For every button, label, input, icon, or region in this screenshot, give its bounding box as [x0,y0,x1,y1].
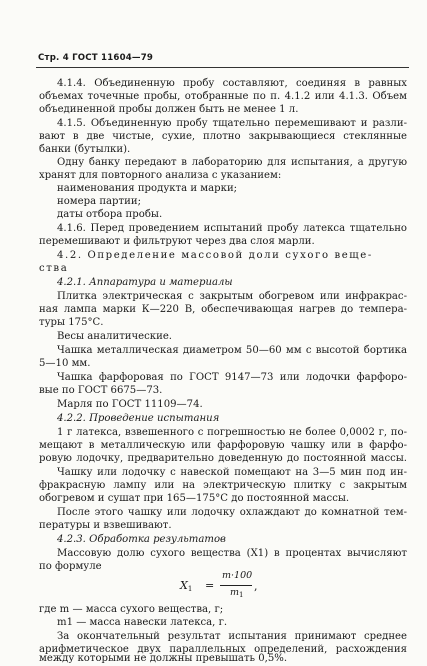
paragraph-line: 1 г латекса, взвешенного с погрешностью не более 0,0002 г, по- [57,427,407,438]
subsection-heading: 4.2.2. Проведение испытания [57,413,220,424]
formula-comma: , [254,580,258,593]
paragraph-line: Массовую долю сухого вещества (X1) в процентах вычисляют [57,548,407,559]
paragraph-line: За окончательный результат испытания принимают среднее [57,631,407,642]
paragraph-line: 5—10 мм. [39,358,91,369]
paragraph-line: Весы аналитические. [57,331,173,342]
list-item: номера партии; [57,196,141,207]
paragraph-line: Чашку или лодочку с навеской помещают на 3—5 мин под ин- [57,467,407,478]
paragraph-line: перемешивают и фильтруют через два слоя марли. [39,236,315,247]
paragraph-line: вые по ГОСТ 6675—73. [39,385,163,396]
paragraph-line: 4.1.5. Объединенную пробу тщательно перемешивают и разли- [57,118,407,129]
paragraph-line: ная лампа марки К—220 В, обеспечивающая нагрев до темпера- [39,304,407,315]
paragraph-line: 4.1.4. Объединенную пробу составляют, соединяя в равных [57,78,407,89]
paragraph-line: Марля по ГОСТ 11109—74. [57,399,203,410]
subsection-heading: 4.2.1. Аппаратура и материалы [57,277,233,288]
paragraph-line: туры 175°С. [39,317,104,328]
paragraph-line: После этого чашку или лодочку охлаждают до комнатной тем- [57,507,407,518]
page-header [38,53,153,63]
paragraph-line: по формуле [39,561,102,572]
subsection-heading: 4.2.3. Обработка результатов [57,534,226,545]
paragraph-line: фракрасную лампу или на электрическую плитку с закрытым [39,480,407,491]
paragraph-line: объединенной пробы должен быть не менее 1 л. [39,104,299,115]
paragraph-line: между которыми не должны превышать 0,5%. [39,653,288,664]
page-number: Стр. 4 [38,53,69,63]
paragraph-line: Одну банку передают в лабораторию для испытания, а другую [57,157,407,168]
header-rule [36,67,409,68]
paragraph-line: объемах точечные пробы, отобранные по п. 4.1.2 или 4.1.3. Объем [39,91,407,102]
standard-code: ГОСТ 11604—79 [72,53,154,63]
paragraph-line: пературы и взвешивают. [39,520,172,531]
paragraph-line: вают в две чистые, сухие, плотно закрывающиеся стеклянные [39,131,407,142]
section-heading: ства [39,263,69,274]
paragraph-line: арифметическое двух параллельных определений, расхождения [39,644,407,655]
paragraph-line: мещают в металлическую или фарфоровую чашку или в фарфо- [39,440,407,451]
list-item: даты отбора пробы. [57,209,163,220]
fraction-bar [220,585,252,586]
paragraph-line: Плитка электрическая с закрытым обогревом или инфракрас- [57,291,407,302]
paragraph-line: хранят для повторного анализа с указанием: [39,170,282,181]
section-heading: 4.2. Определение массовой доли сухого веще- [57,250,373,261]
list-item: наименования продукта и марки; [57,183,238,194]
formula-numerator: m·100 [222,570,253,581]
paragraph-line: 4.1.6. Перед проведением испытаний пробу латекса тщательно [57,223,407,234]
formula-equals: = [205,579,215,592]
paragraph-line: m1 — масса навески латекса, г. [57,617,228,628]
paragraph-line: обогревом и сушат при 165—175°С до постоянной массы. [39,493,350,504]
formula-denominator: $m_1$ [230,587,244,599]
paragraph-line: Чашка фарфоровая по ГОСТ 9147—73 или лодочки фарфоро- [57,372,407,383]
formula-lhs: $X_1$ [180,579,193,593]
paragraph-line: ровую лодочку, предварительно доведенную до постоянной массы. [39,453,407,464]
paragraph-line: Чашка металлическая диаметром 50—60 мм с высотой бортика [57,345,407,356]
paragraph-line: где m — масса сухого вещества, г; [39,604,224,615]
paragraph-line: банки (бутылки). [39,144,131,155]
